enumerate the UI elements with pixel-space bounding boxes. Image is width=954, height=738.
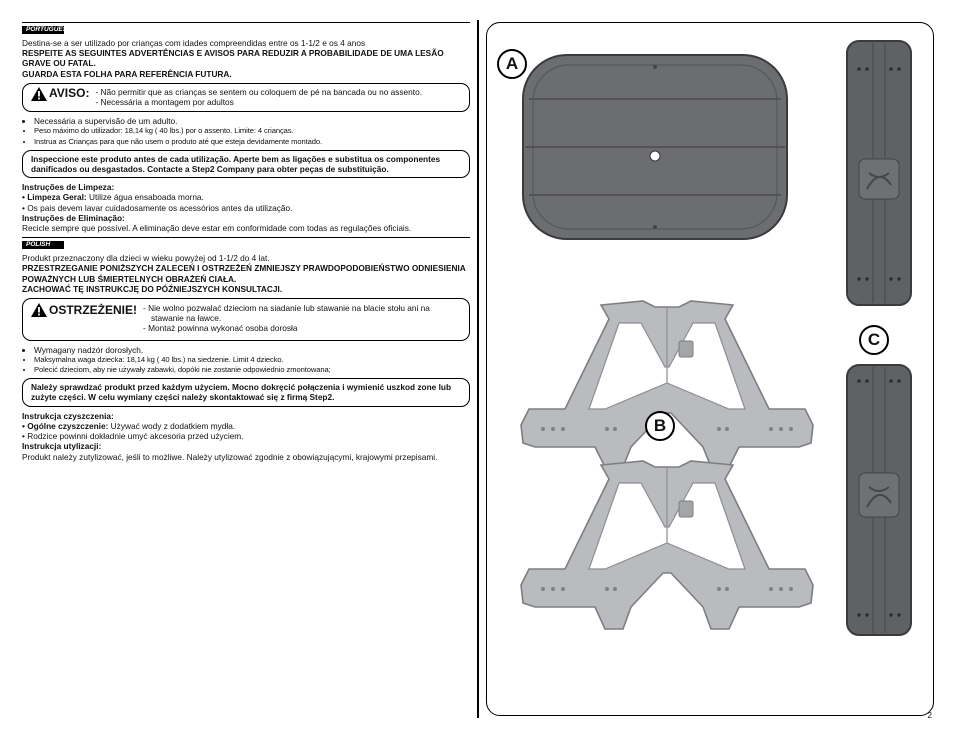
pt-warning-title-wrap <box>31 87 89 101</box>
pt-clean-text: Utilize água ensaboada morna. <box>86 192 204 203</box>
leg-frame-image <box>515 457 819 635</box>
pt-bullets <box>22 116 470 147</box>
column-divider <box>477 20 479 718</box>
pl-dispose-text: Produkt należy zutylizować, jeśli to możliwe. Należy utylizować zgodnie z obowiązującymi, krajowymi przepisami. <box>22 451 438 462</box>
pl-warning-line: - Montaż powinna wykonać osoba dorosła <box>143 323 298 334</box>
pl-clean-note: • Rodzice powinni dokładnie umyć akcesoria przed użyciem. <box>22 431 244 442</box>
pt-clean-note: • Os pais devem lavar cuidadosamente os acessórios antes da utilização. <box>22 202 293 213</box>
pl-respect: PRZESTRZEGANIE PONIŻSZYCH ZALECEŃ I OSTRZEŻEŃ ZMNIEJSZY PRAWDOPODOBIEŃSTWO ODNIESIENIA POWAŻNYCH LUB ŚMIERTELNYCH OBRAŻEŃ CIAŁA. <box>22 263 466 284</box>
tabletop-image <box>521 53 789 241</box>
page-number: 2 <box>927 711 932 720</box>
portuguese-tag: PORTUGUESE <box>22 26 64 34</box>
pt-dispose-title: Instruções de Eliminação: <box>22 212 125 223</box>
pl-bullet: • Wymagany nadzór dorosłych. <box>34 345 470 355</box>
pt-warning-line: - Necessária a montagem por adultos <box>95 97 234 108</box>
warning-triangle-icon <box>31 303 47 317</box>
pl-dispose-title: Instrukcja utylizacji: <box>22 441 102 452</box>
pl-bullets <box>22 345 470 376</box>
portuguese-section <box>22 23 470 233</box>
pl-warning-title-wrap <box>31 303 137 317</box>
polish-tag: POLISH <box>22 241 64 249</box>
leg-frame-image <box>515 297 819 471</box>
bench-seat-image <box>845 363 913 637</box>
instructions-column <box>22 22 470 462</box>
pl-bullet: • Polecić dzieciom, aby nie używały zabawki, dopóki nie zostanie odpowiednio zmontowana; <box>34 365 470 375</box>
pt-warning-title: AVISO: <box>49 86 90 101</box>
part-label-b: B <box>645 411 675 441</box>
pt-respect: RESPEITE AS SEGUINTES ADVERTÊNCIAS E AVISOS PARA REDUZIR A PROBABILIDADE DE UMA LESÃO GRAVE OU FATAL. <box>22 48 444 69</box>
pl-warning-lines <box>143 303 443 334</box>
pt-clean-title: Instruções de Limpeza: <box>22 182 115 193</box>
pl-clean-label: • Ogólne czyszczenie: <box>22 420 109 431</box>
pl-inspect-box: Należy sprawdzać produkt przed każdym użyciem. Mocno dokręcić połączenia i wymienić uszkod zone lub zużyte części. W celu wymiany części należy skontaktować się z firmą Step2. <box>22 378 470 406</box>
pt-keep: GUARDA ESTA FOLHA PARA REFERÊNCIA FUTURA. <box>22 68 232 79</box>
pt-inspect-box: Inspeccione este produto antes de cada utilização. Aperte bem as ligações e substitua os componentes danificados ou desgastados. Contacte a Step2 Company para obter peças de substituição. <box>22 150 470 178</box>
pl-warning-box <box>22 298 470 341</box>
pt-warning-line: - Não permitir que as crianças se sentem ou coloquem de pé na bancada ou no assento. <box>95 86 422 97</box>
pt-bullet: • Instrua as Crianças para que não usem o produto até que esteja devidamente montado. <box>34 137 470 147</box>
warning-triangle-icon <box>31 87 47 101</box>
pt-warning-lines <box>95 87 422 107</box>
pt-bullet: • Necessária a supervisão de um adulto. <box>34 116 470 126</box>
pt-dispose-text: Recicle sempre que possível. A eliminação deve estar em conformidade com todas as regulações oficiais. <box>22 223 412 234</box>
parts-panel <box>486 22 934 716</box>
pt-bullet: • Peso máximo do utilizador: 18,14 kg ( 40 lbs.) por o assento. Limite: 4 crianças. <box>34 126 470 136</box>
pl-clean-text: Używać wody z dodatkiem mydła. <box>108 420 236 431</box>
part-label-a: A <box>497 49 527 79</box>
polish-rule <box>22 237 470 238</box>
pl-clean-line <box>22 421 470 431</box>
pt-clean-line <box>22 192 470 202</box>
polish-section <box>22 237 470 461</box>
pt-clean-label: • Limpeza Geral: <box>22 192 87 203</box>
pt-warning-box <box>22 83 470 112</box>
bench-seat-image <box>845 39 913 307</box>
part-label-c: C <box>859 325 889 355</box>
pl-warning-title: OSTRZEŻENIE! <box>49 302 138 317</box>
pl-keep: ZACHOWAĆ TĘ INSTRUKCJĘ DO PÓŹNIEJSZYCH KONSULTACJI. <box>22 283 283 294</box>
pl-intro: Produkt przeznaczony dla dzieci w wieku powyżej od 1-1/2 do 4 lat. <box>22 253 270 264</box>
pt-intro: Destina-se a ser utilizado por crianças com idades compreendidas entre os 1-1/2 e os 4 anos <box>22 38 366 48</box>
pl-warning-line: - Nie wolno pozwalać dzieciom na siadanie lub stawanie na blacie stołu ani na stawanie na ławce. <box>143 303 430 324</box>
pl-clean-title: Instrukcja czyszczenia: <box>22 410 114 421</box>
pl-bullet: • Maksymalna waga dziecka: 18,14 kg ( 40 lbs.) na siedzenie. Limit 4 dziecko. <box>34 355 470 365</box>
